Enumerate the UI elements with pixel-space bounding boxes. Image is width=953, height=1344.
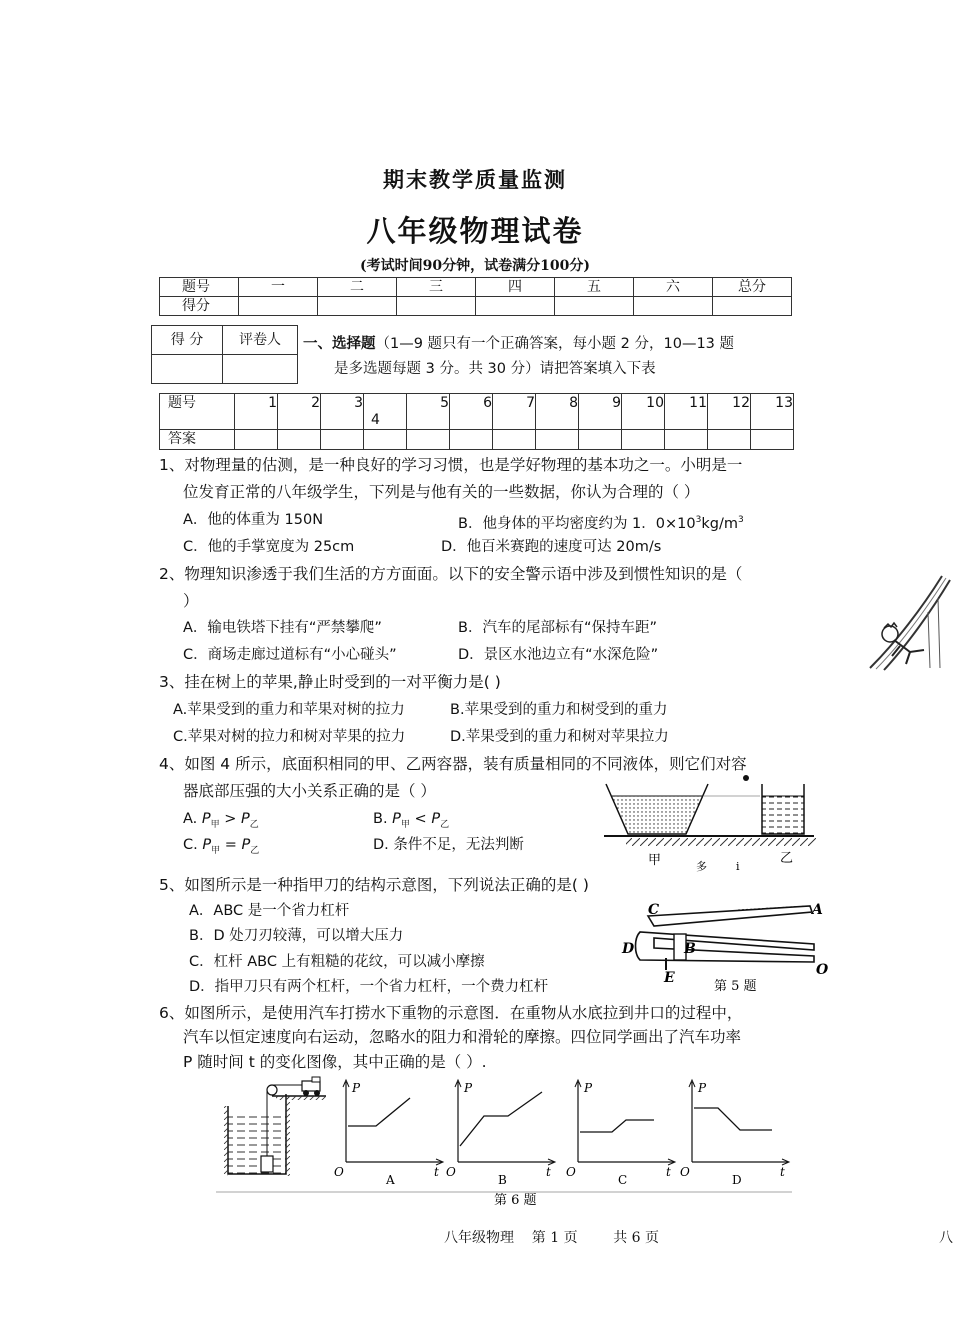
- q2-option-b[interactable]: B．汽车的尾部标有“保持车距”: [458, 620, 657, 636]
- graph-label-origin: O: [680, 1165, 690, 1179]
- pulley: [267, 1085, 277, 1095]
- q1-option-a[interactable]: A．他的体重为 150N: [183, 512, 324, 528]
- table-hatch: [626, 838, 816, 846]
- grader-name-cell[interactable]: [223, 355, 298, 384]
- slide-rail: [876, 578, 946, 669]
- q1-option-b-unit: kg/m: [701, 515, 738, 532]
- grader-score-cell[interactable]: [152, 355, 223, 384]
- score-cell[interactable]: [397, 297, 476, 316]
- question-number: 2: [278, 394, 321, 430]
- q5-stem: 5、如图所示是一种指甲刀的结构示意图，下列说法正确的是( ): [159, 876, 589, 894]
- q4-option-a-sub2: 乙: [249, 819, 259, 830]
- q3-option-b[interactable]: B.苹果受到的重力和树受到的重力: [450, 702, 668, 718]
- grader-box: [151, 325, 298, 384]
- graph-curve-a: [348, 1098, 410, 1126]
- score-table-header: 五: [555, 278, 634, 297]
- q4-option-c-sub2: 乙: [250, 845, 260, 856]
- q4-option-c[interactable]: [183, 832, 259, 865]
- clipper-lever: [648, 906, 812, 926]
- graph-label-t: t: [434, 1165, 439, 1179]
- well-wall-right: [286, 1094, 290, 1176]
- q4-option-a-op: >: [219, 811, 242, 827]
- q4-option-c-sub1: 甲: [211, 845, 221, 856]
- q4-option-b-p2: P: [431, 811, 441, 827]
- q5-option-b[interactable]: B．D 处刀刃较薄，可以增大压力: [189, 928, 404, 944]
- q4-stem-line2: 器底部压强的大小关系正确的是（ ）: [183, 782, 436, 800]
- q5-option-d[interactable]: D．指甲刀只有两个杠杆，一个省力杠杆，一个费力杠杆: [189, 979, 549, 995]
- ink-dot: [743, 775, 749, 781]
- graph-curve-c: [580, 1120, 654, 1132]
- score-cell[interactable]: [713, 297, 792, 316]
- score-table-header: 四: [476, 278, 555, 297]
- answer-cell[interactable]: [622, 430, 665, 450]
- graph-label-origin: O: [566, 1165, 576, 1179]
- question-number: 9: [579, 394, 622, 430]
- score-table-row-label: 得分: [160, 297, 239, 316]
- score-cell[interactable]: [634, 297, 713, 316]
- graph-label-p: P: [698, 1081, 707, 1095]
- fig4-label-jia: 甲: [648, 853, 662, 868]
- exam-title: 期末教学质量监测: [383, 167, 567, 192]
- slide-illustration: [866, 572, 950, 676]
- fig5-label-e: E: [664, 970, 675, 986]
- child-body: [892, 640, 924, 664]
- q6-stem-line1: 6、如图所示，是使用汽车打捞水下重物的示意图．在重物从水底拉到井口的过程中，: [159, 1004, 743, 1022]
- answer-cell[interactable]: [579, 430, 622, 450]
- question-number: 3: [321, 394, 364, 430]
- fig4-label-mid2: i: [736, 860, 740, 873]
- q1-option-b-exp: 3: [695, 515, 702, 525]
- q4-option-b-letter: B.: [373, 811, 393, 827]
- graph-option-label: A: [386, 1173, 395, 1187]
- graph-label-t: t: [546, 1165, 551, 1179]
- question-number: 5: [407, 394, 450, 430]
- answer-cell[interactable]: [364, 430, 407, 450]
- answer-table: [159, 393, 794, 450]
- q4-option-a-p1: P: [201, 811, 211, 827]
- q4-option-c-p2: P: [241, 837, 251, 853]
- q6-stem-line3: P 随时间 t 的变化图像，其中正确的是（ ）.: [183, 1053, 487, 1071]
- q5-option-c[interactable]: C．杠杆 ABC 上有粗糙的花纹，可以减小摩擦: [189, 954, 485, 970]
- score-cell[interactable]: [555, 297, 634, 316]
- question-number: 6: [450, 394, 493, 430]
- answer-table-header: 题号: [160, 394, 235, 430]
- answer-table-row-label: 答案: [160, 430, 235, 450]
- q1-stem-line2: 位发育正常的八年级学生，下列是与他有关的一些数据，你认为合理的（ ）: [183, 483, 700, 501]
- answer-cell[interactable]: [278, 430, 321, 450]
- q4-option-c-letter: C.: [183, 837, 203, 853]
- fig5-label-b: B: [684, 941, 696, 957]
- q4-option-a-letter: A.: [183, 811, 202, 827]
- answer-cell[interactable]: [450, 430, 493, 450]
- question-number: 10: [622, 394, 665, 430]
- q1-stem-line1: 1、对物理量的估测，是一种良好的学习习惯，也是学好物理的基本功之一。小明是一: [159, 456, 743, 474]
- q4-option-b-p1: P: [392, 811, 401, 827]
- answer-cell[interactable]: [751, 430, 794, 450]
- well-wall-left: [224, 1106, 228, 1176]
- answer-cell[interactable]: [235, 430, 278, 450]
- slide-support: [928, 598, 940, 668]
- question-number: 7: [493, 394, 536, 430]
- well-water: [228, 1116, 286, 1174]
- score-table-header: 一: [239, 278, 318, 297]
- graph-label-p: P: [352, 1081, 361, 1095]
- graph-label-origin: O: [334, 1165, 344, 1179]
- graph-option-label: B: [498, 1173, 507, 1187]
- ground-hatch: [276, 1096, 326, 1100]
- answer-cell[interactable]: [407, 430, 450, 450]
- clipper-body: [636, 932, 815, 962]
- q1-option-b-text: B．他身体的平均密度约为 1．0×10: [458, 515, 696, 532]
- score-table-header: 二: [318, 278, 397, 297]
- score-cell[interactable]: [476, 297, 555, 316]
- answer-cell[interactable]: [321, 430, 364, 450]
- graph-option-label: D: [732, 1173, 742, 1187]
- slide-rail: [870, 576, 942, 668]
- graph-label-t: t: [666, 1165, 671, 1179]
- score-table-header: 总分: [713, 278, 792, 297]
- section1-line1: [303, 332, 734, 357]
- q4-figure: [600, 782, 818, 872]
- paper-title: 八年级物理试卷: [366, 214, 584, 248]
- q1-option-b-exp2: 3: [737, 515, 744, 525]
- score-table-header: 题号: [160, 278, 239, 297]
- car-wheel: [314, 1090, 320, 1096]
- q3-option-a[interactable]: A.苹果受到的重力和苹果对树的拉力: [173, 702, 405, 718]
- section1-instructions: （1—9 题只有一个正确答案，每小题 2 分，10—13 题: [375, 336, 735, 352]
- answer-cell[interactable]: [493, 430, 536, 450]
- q4-option-b-sub1: 甲: [400, 819, 410, 830]
- score-table-header: 三: [397, 278, 476, 297]
- heavy-object: [261, 1156, 273, 1172]
- answer-cell[interactable]: [665, 430, 708, 450]
- fig5-label-d: D: [622, 941, 635, 957]
- section1-line2: 是多选题每题 3 分。共 30 分）请把答案填入下表: [334, 361, 656, 377]
- q4-option-b-sub2: 乙: [440, 819, 450, 830]
- fig5-label-o: O: [816, 962, 829, 978]
- q5-figure: [618, 898, 830, 998]
- power-graphs: [334, 1080, 789, 1187]
- q4-option-a-p2: P: [241, 811, 250, 827]
- graph-label-p: P: [584, 1081, 593, 1095]
- q4-option-b-op: <: [409, 811, 432, 827]
- q4-option-a-sub1: 甲: [210, 819, 220, 830]
- answer-cell[interactable]: [708, 430, 751, 450]
- question-number: 1: [235, 394, 278, 430]
- question-number: 8: [536, 394, 579, 430]
- grader-name-label: 评卷人: [223, 326, 298, 355]
- q2-option-d[interactable]: D．景区水池边立有“水深危险”: [458, 647, 659, 663]
- grader-score-label: 得 分: [152, 326, 223, 355]
- score-table-header: 六: [634, 278, 713, 297]
- q4-option-c-p1: P: [202, 837, 212, 853]
- page-footer: 八年级物理 第 1 页 共 6 页: [444, 1230, 660, 1246]
- q2-option-c[interactable]: C．商场走廊过道标有“小心碰头”: [183, 647, 397, 663]
- answer-cell[interactable]: [536, 430, 579, 450]
- q4-stem-line1: 4、如图 4 所示，底面积相同的甲、乙两容器，装有质量相同的不同液体，则它们对容: [159, 755, 747, 773]
- q6-figure: [212, 1078, 796, 1206]
- score-cell[interactable]: [239, 297, 318, 316]
- question-number: 4: [364, 394, 407, 430]
- fig5-label-a: A: [812, 902, 823, 918]
- q5-option-a[interactable]: A．ABC 是一个省力杠杆: [189, 903, 350, 919]
- exam-subtitle: (考试时间90分钟，试卷满分100分): [360, 258, 590, 274]
- q4-option-d[interactable]: D. 条件不足，无法判断: [373, 837, 524, 853]
- car-wheel: [303, 1090, 309, 1096]
- q3-option-d[interactable]: D.苹果受到的重力和树对苹果拉力: [450, 729, 669, 745]
- fig4-label-mid: 多: [696, 860, 707, 873]
- car-cab: [312, 1077, 320, 1082]
- fig5-label-c: C: [648, 902, 660, 918]
- question-number: 11: [665, 394, 708, 430]
- q1-option-c[interactable]: C．他的手掌宽度为 25cm: [183, 539, 355, 555]
- q2-option-a[interactable]: A．输电铁塔下挂有“严禁攀爬”: [183, 620, 382, 636]
- q3-stem: 3、挂在树上的苹果,静止时受到的一对平衡力是( ): [159, 673, 501, 691]
- question-number: 12: [708, 394, 751, 430]
- q6-stem-line2: 汽车以恒定速度向右运动，忽略水的阻力和滑轮的摩擦。四位同学画出了汽车功率: [183, 1028, 742, 1046]
- container-yi-liquid: [762, 796, 804, 834]
- fig4-label-yi: 乙: [780, 851, 794, 866]
- question-number: 13: [751, 394, 794, 430]
- graph-label-t: t: [780, 1165, 785, 1179]
- fig6-caption: 第 6 题: [494, 1193, 537, 1208]
- fig5-caption: 第 5 题: [714, 979, 757, 994]
- graph-label-p: P: [464, 1081, 473, 1095]
- q1-option-d[interactable]: D．他百米赛跑的速度可达 20m/s: [441, 539, 662, 555]
- graph-label-origin: O: [446, 1165, 456, 1179]
- q3-option-c[interactable]: C.苹果对树的拉力和树对苹果的拉力: [173, 729, 406, 745]
- score-table: [159, 277, 792, 316]
- graph-curve-b: [460, 1092, 542, 1146]
- q4-option-c-op: =: [220, 837, 242, 853]
- page-edge-text: 八: [939, 1230, 953, 1246]
- score-cell[interactable]: [318, 297, 397, 316]
- graph-option-label: C: [618, 1173, 628, 1187]
- graph-curve-d: [694, 1108, 772, 1130]
- section1-title: 一、选择题: [303, 336, 376, 352]
- q2-stem-line2: ）: [183, 592, 199, 610]
- q2-stem-line1: 2、物理知识渗透于我们生活的方方面面。以下的安全警示语中涉及到惯性知识的是（: [159, 565, 743, 583]
